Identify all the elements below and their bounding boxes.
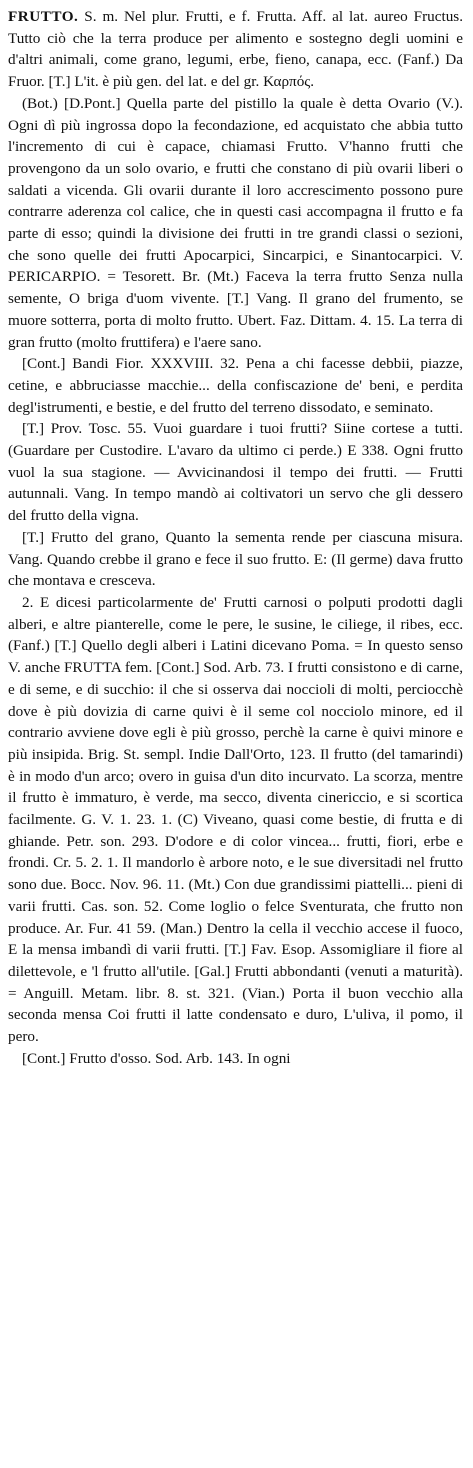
headword: FRUTTO.: [8, 8, 79, 25]
citation-paragraph: [Cont.] Bandi Fior. XXXVIII. 32. Pena a chi facesse debbii, piazze, cetine, e abbruciasse macchie... della confiscazione de' beni, e perdita degl'istrumenti, e bestie, e del frutto del terreno dissodato, e seminato.: [8, 355, 463, 416]
sense-2-paragraph: 2. E dicesi particolarmente de' Frutti carnosi o polputi prodotti dagli alberi, e altre pianterelle, come le pere, le susine, le ciliege, il ribes, ecc. (Fanf.) [T.] Quello degli alberi i Latini dicevano Poma. = In questo senso V. anche FRUTTA fem. [Cont.] Sod. Arb. 73. I frutti consistono e di carne, e di seme, e di succhio: il che si osserva dai noccioli di molti, perciocchè dove è più dovizia di carne quivi è il seme col nocciolo minore, ed il contrario avviene dove egli è più grosso, perchè la carne è quivi minore e più insipida. Brig. St. sempl. Indie Dall'Orto, 123. Il frutto (del tamarindi) è in modo d'un arco; overo in guisa d'un dito incurvato. La scorza, mentre il frutto è immaturo, è verde, ma secco, diventa cinericcio, e si scortica facilmente. G. V. 1. 23. 1. (C) Viveano, quasi come bestie, di frutta e di ghiande. Petr. son. 293. D'odore e di color vincea... frutti, fiori, erbe e frondi. Cr. 5. 2. 1. Il mandorlo è arbore noto, e le sue diversitadi nel frutto sono due. Bocc. Nov. 96. 11. (Mt.) Con due grandissimi piattelli... pieni di varii frutti. Cas. son. 52. Come loglio o felce Sventurata, che frutto non produce. Ar. Fur. 41 59. (Man.) Dentro la cella il vecchio accese il fuoco, E la mensa imbandì di varii frutti. [T.] Fav. Esop. Assomigliare il fiore al dilettevole, e 'l frutto all'utile. [Gal.] Frutti abbondanti (venuti a maturità). = Anguill. Metam. libr. 8. st. 321. (Vian.) Porta il buon vecchio alla seconda mensa Coi frutti il latte condensato e duro, L'uliva, il pomo, il pero.: [8, 593, 463, 1046]
proverb-paragraph: [T.] Prov. Tosc. 55. Vuoi guardare i tuoi frutti? Siine cortese a tutti. (Guardare per Custodire. L'avaro da ultimo ci perde.) E 338. Ogni frutto vuol la sua stagione. — Avvicinandosi il tempo dei frutti. — Frutti autunnali. Vang. In tempo mandò ai coltivatori un servo che gli dessero del frutto della vigna.: [8, 420, 463, 525]
final-paragraph: [Cont.] Frutto d'osso. Sod. Arb. 143. In ogni: [22, 1049, 291, 1067]
definition-text: S. m. Nel plur. Frutti, e f. Frutta. Aff. al lat. aureo Fructus. Tutto ciò che la terra produce per alimento e sostegno degli uomini e d'altri animali, come grano, legumi, erbe, fieno, canapa, ecc. (Fanf.) Da Fruor. [T.] L'it. è più gen. del lat. e del gr. Καρπός.: [8, 8, 463, 91]
botany-paragraph: (Bot.) [D.Pont.] Quella parte del pistillo la quale è detta Ovario (V.). Ogni dì più ingrossa dopo la fecondazione, ed acquistato che abbia tutto l'incremento di cui è capace, chiamasi Frutto. V'hanno frutti che provengono da un solo ovario, e frutti che constano di più ovarii liberi o saldati a vicenda. Gli ovarii durante il loro accrescimento possono pure contrarre aderenza col calice, che in questi casi accompagna il frutto e fa parte di esso; quindi la divisione dei frutti in tre grandi classi o sezioni, che sono quelle dei frutti Apocarpici, Sincarpici, e Sinantocarpici. V. PERICARPIO. = Tesorett. Br. (Mt.) Faceva la terra frutto Senza nulla semente, O briga d'uom vivente. [T.] Vang. Il grano del frumento, se muore sotterra, porta di molto frutto. Ubert. Faz. Dittam. 4. 15. La terra di gran frutto (molto fruttifera) e l'aere sano.: [8, 94, 463, 351]
grain-paragraph: [T.] Frutto del grano, Quanto la sementa rende per ciascuna misura. Vang. Quando crebbe il grano e fece il suo frutto. E: (Il germe) dava frutto che montava e cresceva.: [8, 528, 463, 590]
entry-definition: [8, 6, 463, 93]
